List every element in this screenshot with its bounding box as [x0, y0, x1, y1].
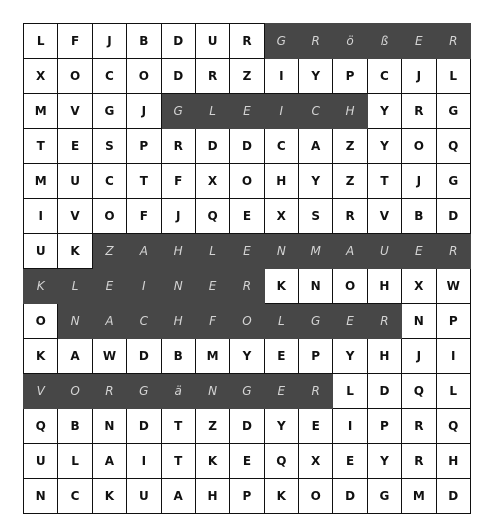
grid-cell[interactable]: D [230, 129, 264, 164]
grid-cell-highlighted[interactable]: G [161, 94, 195, 129]
grid-cell[interactable]: E [230, 444, 264, 479]
grid-cell[interactable]: Y [299, 59, 333, 94]
grid-cell[interactable]: D [195, 129, 229, 164]
grid-cell[interactable]: P [436, 304, 471, 339]
grid-cell[interactable]: V [58, 199, 92, 234]
grid-cell[interactable]: I [333, 409, 367, 444]
grid-cell-highlighted[interactable]: N [161, 269, 195, 304]
grid-cell[interactable]: D [161, 24, 195, 59]
grid-row [24, 164, 471, 199]
grid-cell[interactable]: Q [195, 199, 229, 234]
grid-cell[interactable]: N [24, 479, 58, 514]
grid-cell[interactable]: X [24, 59, 58, 94]
grid-cell[interactable]: I [264, 59, 298, 94]
grid-cell[interactable]: B [402, 199, 436, 234]
grid-cell-highlighted[interactable]: E [92, 269, 126, 304]
grid-cell-highlighted[interactable]: ß [367, 24, 401, 59]
grid-cell-highlighted[interactable]: G [264, 24, 298, 59]
grid-cell[interactable]: D [127, 409, 161, 444]
grid-cell[interactable]: O [58, 59, 92, 94]
grid-cell-highlighted[interactable]: N [58, 304, 92, 339]
grid-cell[interactable]: K [264, 479, 298, 514]
grid-cell-highlighted[interactable]: L [264, 304, 298, 339]
grid-cell-highlighted[interactable]: ä [161, 374, 195, 409]
grid-cell-highlighted[interactable]: C [127, 304, 161, 339]
grid-cell[interactable]: G [436, 94, 471, 129]
grid-cell[interactable]: H [264, 164, 298, 199]
grid-cell[interactable]: P [367, 409, 401, 444]
grid-row [24, 444, 471, 479]
grid-cell[interactable]: R [195, 59, 229, 94]
grid-cell-highlighted[interactable]: L [195, 234, 229, 269]
grid-cell[interactable]: P [127, 129, 161, 164]
grid-cell-highlighted[interactable]: G [299, 304, 333, 339]
grid-cell[interactable]: Y [367, 94, 401, 129]
grid-cell[interactable]: T [127, 164, 161, 199]
grid-cell[interactable]: V [58, 94, 92, 129]
grid-cell[interactable]: D [127, 339, 161, 374]
grid-cell-highlighted[interactable]: M [299, 234, 333, 269]
grid-cell-highlighted[interactable]: R [230, 269, 264, 304]
grid-cell-highlighted[interactable]: V [24, 374, 58, 409]
grid-cell[interactable]: Z [195, 409, 229, 444]
grid-cell-highlighted[interactable]: H [161, 234, 195, 269]
grid-cell[interactable]: O [24, 304, 58, 339]
grid-cell[interactable]: W [92, 339, 126, 374]
grid-cell[interactable]: O [127, 59, 161, 94]
grid-cell[interactable]: D [230, 409, 264, 444]
grid-cell[interactable]: O [299, 479, 333, 514]
grid-cell-highlighted[interactable]: H [161, 304, 195, 339]
grid-cell[interactable]: E [333, 444, 367, 479]
grid-cell[interactable]: D [367, 374, 401, 409]
grid-cell-highlighted[interactable]: A [92, 304, 126, 339]
grid-cell-highlighted[interactable]: C [299, 94, 333, 129]
grid-cell[interactable]: U [127, 479, 161, 514]
grid-cell[interactable]: K [24, 339, 58, 374]
grid-cell-highlighted[interactable]: I [127, 269, 161, 304]
grid-cell[interactable]: J [402, 59, 436, 94]
grid-cell[interactable]: U [24, 234, 58, 269]
grid-cell[interactable]: X [264, 199, 298, 234]
grid-cell-highlighted[interactable]: R [299, 374, 333, 409]
grid-cell[interactable]: T [367, 164, 401, 199]
grid-cell[interactable]: M [402, 479, 436, 514]
grid-cell[interactable]: Z [230, 59, 264, 94]
grid-cell[interactable]: E [58, 129, 92, 164]
grid-row [24, 479, 471, 514]
grid-cell[interactable]: A [161, 479, 195, 514]
grid-cell[interactable]: G [436, 164, 471, 199]
grid-cell[interactable]: B [58, 409, 92, 444]
grid-cell-highlighted[interactable]: E [195, 269, 229, 304]
grid-cell[interactable]: H [367, 269, 401, 304]
word-search-grid [23, 23, 471, 514]
grid-cell[interactable]: K [195, 444, 229, 479]
grid-cell-highlighted[interactable]: E [230, 94, 264, 129]
grid-cell-highlighted[interactable]: I [264, 94, 298, 129]
grid-cell[interactable]: F [58, 24, 92, 59]
grid-cell[interactable]: U [58, 164, 92, 199]
grid-cell-highlighted[interactable]: N [195, 374, 229, 409]
grid-cell[interactable]: L [24, 24, 58, 59]
grid-row [24, 24, 471, 59]
grid-cell[interactable]: X [195, 164, 229, 199]
grid-cell-highlighted[interactable]: E [333, 304, 367, 339]
grid-cell[interactable]: A [299, 129, 333, 164]
grid-cell[interactable]: D [161, 59, 195, 94]
grid-cell[interactable]: Y [264, 409, 298, 444]
grid-cell[interactable]: Y [367, 129, 401, 164]
grid-cell-highlighted[interactable]: E [402, 234, 436, 269]
grid-cell[interactable]: G [367, 479, 401, 514]
grid-cell-highlighted[interactable]: H [333, 94, 367, 129]
grid-cell[interactable]: L [436, 59, 471, 94]
grid-cell-highlighted[interactable]: K [24, 269, 58, 304]
grid-cell[interactable]: D [436, 199, 471, 234]
grid-row [24, 129, 471, 164]
grid-cell-highlighted[interactable]: L [195, 94, 229, 129]
grid-cell[interactable]: T [161, 444, 195, 479]
grid-cell[interactable]: C [58, 479, 92, 514]
grid-cell[interactable]: A [92, 444, 126, 479]
grid-cell[interactable]: M [24, 94, 58, 129]
grid-cell-highlighted[interactable]: R [436, 24, 471, 59]
grid-cell[interactable]: E [299, 409, 333, 444]
grid-cell[interactable]: R [161, 129, 195, 164]
grid-cell[interactable]: F [127, 199, 161, 234]
grid-cell[interactable]: P [230, 479, 264, 514]
grid-cell[interactable]: J [127, 94, 161, 129]
grid-cell[interactable]: X [299, 444, 333, 479]
grid-cell-highlighted[interactable]: O [58, 374, 92, 409]
grid-cell[interactable]: D [436, 479, 471, 514]
grid-cell-highlighted[interactable]: G [127, 374, 161, 409]
grid-cell[interactable]: V [367, 199, 401, 234]
grid-cell-highlighted[interactable]: G [230, 374, 264, 409]
grid-cell[interactable]: U [195, 24, 229, 59]
grid-cell-highlighted[interactable]: Z [92, 234, 126, 269]
grid-cell[interactable]: J [161, 199, 195, 234]
grid-cell[interactable]: M [24, 164, 58, 199]
grid-cell[interactable]: S [92, 129, 126, 164]
grid-cell[interactable]: N [402, 304, 436, 339]
grid-cell[interactable]: L [436, 374, 471, 409]
grid-cell[interactable]: H [436, 444, 471, 479]
grid-cell[interactable]: T [24, 129, 58, 164]
grid-cell[interactable]: W [436, 269, 471, 304]
grid-cell-highlighted[interactable]: R [436, 234, 471, 269]
grid-cell[interactable]: O [230, 164, 264, 199]
grid-cell-highlighted[interactable]: N [264, 234, 298, 269]
grid-cell[interactable]: O [402, 129, 436, 164]
grid-row [24, 339, 471, 374]
grid-cell[interactable]: Z [333, 164, 367, 199]
grid-cell[interactable]: R [230, 24, 264, 59]
grid-cell[interactable]: R [333, 199, 367, 234]
grid-row [24, 234, 471, 269]
grid-cell-highlighted[interactable]: F [195, 304, 229, 339]
grid-cell[interactable]: H [367, 339, 401, 374]
grid-cell[interactable]: Y [230, 339, 264, 374]
grid-cell[interactable]: J [92, 24, 126, 59]
grid-cell[interactable]: P [299, 339, 333, 374]
grid-cell[interactable]: K [92, 479, 126, 514]
grid-cell-highlighted[interactable]: R [299, 24, 333, 59]
grid-cell[interactable]: Y [333, 339, 367, 374]
grid-cell[interactable]: H [195, 479, 229, 514]
grid-cell[interactable]: U [24, 444, 58, 479]
grid-cell[interactable]: I [436, 339, 471, 374]
grid-cell-highlighted[interactable]: R [367, 304, 401, 339]
grid-cell-highlighted[interactable]: O [230, 304, 264, 339]
grid-cell[interactable]: B [161, 339, 195, 374]
grid-cell[interactable]: Q [402, 374, 436, 409]
grid-cell[interactable]: Y [367, 444, 401, 479]
grid-cell[interactable]: J [402, 339, 436, 374]
grid-cell[interactable]: R [402, 94, 436, 129]
grid-cell[interactable]: T [161, 409, 195, 444]
grid-cell[interactable]: Y [299, 164, 333, 199]
grid-cell[interactable]: G [92, 94, 126, 129]
grid-cell[interactable]: R [402, 444, 436, 479]
grid-cell[interactable]: I [127, 444, 161, 479]
grid-cell[interactable]: X [402, 269, 436, 304]
grid-cell-highlighted[interactable]: E [264, 374, 298, 409]
grid-cell[interactable]: B [127, 24, 161, 59]
grid-cell[interactable]: K [58, 234, 92, 269]
grid-cell[interactable]: E [230, 199, 264, 234]
grid-cell-highlighted[interactable]: U [367, 234, 401, 269]
grid-cell[interactable]: Q [264, 444, 298, 479]
grid-cell[interactable]: N [299, 269, 333, 304]
grid-cell[interactable]: S [299, 199, 333, 234]
grid-cell[interactable]: Q [436, 129, 471, 164]
grid-cell[interactable]: K [264, 269, 298, 304]
grid-cell[interactable]: C [92, 164, 126, 199]
grid-cell-highlighted[interactable]: L [58, 269, 92, 304]
grid-cell[interactable]: F [161, 164, 195, 199]
grid-cell[interactable]: C [92, 59, 126, 94]
grid-cell[interactable]: D [333, 479, 367, 514]
grid-cell[interactable]: C [264, 129, 298, 164]
grid-row [24, 409, 471, 444]
grid-cell-highlighted[interactable]: A [127, 234, 161, 269]
grid-cell[interactable]: L [333, 374, 367, 409]
grid-cell[interactable]: C [367, 59, 401, 94]
grid-cell-highlighted[interactable]: ö [333, 24, 367, 59]
grid-cell[interactable]: Z [333, 129, 367, 164]
grid-row [24, 374, 471, 409]
grid-row [24, 59, 471, 94]
grid-cell[interactable]: J [402, 164, 436, 199]
grid-cell[interactable]: E [264, 339, 298, 374]
grid-cell[interactable]: M [195, 339, 229, 374]
grid-cell[interactable]: L [58, 444, 92, 479]
grid-cell[interactable]: Q [24, 409, 58, 444]
grid-cell[interactable]: N [92, 409, 126, 444]
grid-cell[interactable]: R [402, 409, 436, 444]
grid-cell-highlighted[interactable]: E [230, 234, 264, 269]
grid-cell[interactable]: O [333, 269, 367, 304]
grid-cell[interactable]: Q [436, 409, 471, 444]
grid-row [24, 94, 471, 129]
grid-cell-highlighted[interactable]: A [333, 234, 367, 269]
grid-row [24, 269, 471, 304]
grid-cell[interactable]: I [24, 199, 58, 234]
grid-cell[interactable]: P [333, 59, 367, 94]
grid-cell-highlighted[interactable]: E [402, 24, 436, 59]
grid-cell[interactable]: O [92, 199, 126, 234]
grid-cell-highlighted[interactable]: R [92, 374, 126, 409]
grid-row [24, 199, 471, 234]
grid-row [24, 304, 471, 339]
grid-cell[interactable]: A [58, 339, 92, 374]
